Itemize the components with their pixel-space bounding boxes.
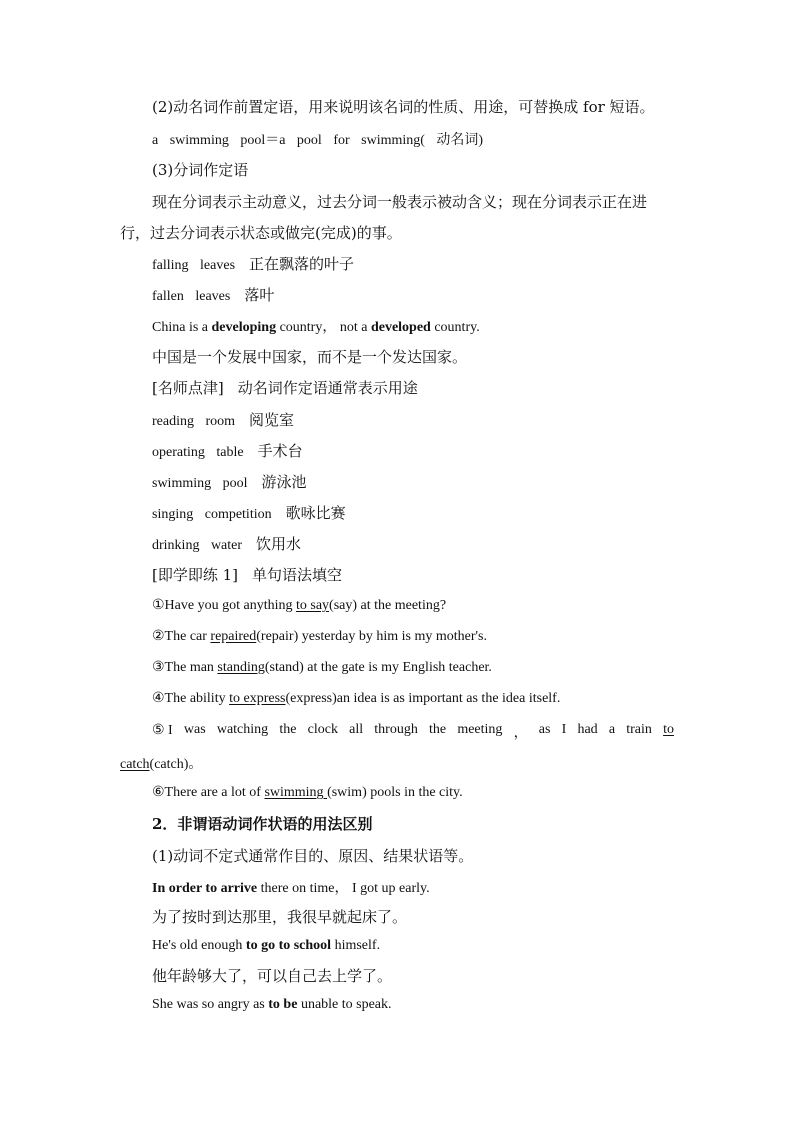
section-2-title: 2．非谓语动词作状语的用法区别 <box>152 815 373 833</box>
english-phrase: falling leaves <box>152 258 236 273</box>
text: unable to speak. <box>297 997 392 1012</box>
english-phrase: reading room <box>152 414 236 429</box>
example-old-enough <box>152 938 380 954</box>
answer-part1: to <box>663 722 674 737</box>
word: train <box>626 722 652 737</box>
text: himself. <box>331 938 381 953</box>
example-in-order-to-translation: 为了按时到达那里，我很早就起床了。 <box>152 908 408 926</box>
word: I <box>561 722 567 737</box>
question-3 <box>152 659 492 676</box>
word: was <box>183 722 206 737</box>
english-phrase: singing competition <box>152 507 272 522</box>
rule-participle-line2: 行，过去分词表示状态或做完(完成)的事。 <box>120 224 402 242</box>
question-5-line2 <box>120 753 202 773</box>
bold-phrase: In order to arrive <box>152 881 258 896</box>
exercise-title: 单句语法填空 <box>252 566 343 584</box>
text: (catch)。 <box>149 757 203 772</box>
example-falling-leaves <box>152 253 354 274</box>
example-swimming-pool: a swimming pool＝a pool for swimming( 动名词) <box>152 133 484 148</box>
tip-tag: [名师点津] <box>152 379 224 397</box>
english-phrase: swimming pool <box>152 476 248 491</box>
answer: repaired <box>210 629 257 644</box>
text: (repair) yesterday by him is my mother's. <box>256 629 488 644</box>
word: the <box>429 722 447 737</box>
answer: standing <box>217 660 265 675</box>
word: the <box>279 722 297 737</box>
exercise-tag: [即学即练 1] <box>152 566 239 584</box>
bold-phrase: to go to school <box>245 938 332 953</box>
text: (stand) at the gate is my English teacher. <box>264 660 492 675</box>
question-4 <box>152 690 560 707</box>
chinese-meaning: 饮用水 <box>256 535 302 553</box>
english-phrase: drinking water <box>152 538 243 553</box>
example-old-enough-translation: 他年龄够大了，可以自己去上学了。 <box>152 967 393 985</box>
example-so-angry <box>152 997 392 1013</box>
vocab-item <box>152 409 294 430</box>
text: country. <box>430 320 480 335</box>
word: as <box>538 722 551 737</box>
text: ④The ability <box>152 691 230 706</box>
english-phrase: operating table <box>152 445 244 460</box>
example-fallen-leaves <box>152 284 274 305</box>
chinese-meaning: 游泳池 <box>261 473 307 491</box>
rule-gerund-attributive: (2)动名词作前置定语，用来说明该名词的性质、用途，可替换成 for 短语。 <box>152 98 655 116</box>
text: ⑥There are a lot of <box>152 785 265 800</box>
word: clock <box>307 722 338 737</box>
word: ， <box>513 726 528 741</box>
example-china-translation: 中国是一个发展中国家，而不是一个发达国家。 <box>152 348 468 366</box>
question-1 <box>152 597 446 614</box>
chinese-meaning: 歌咏比赛 <box>285 504 346 522</box>
example-china-sentence <box>152 316 480 336</box>
word: a <box>608 722 616 737</box>
text: He's old enough <box>152 938 246 953</box>
text: China is a <box>152 320 212 335</box>
chinese-meaning: 手术台 <box>257 442 303 460</box>
text: (say) at the meeting? <box>329 598 447 613</box>
text: She was so angry as <box>152 997 269 1012</box>
vocab-item <box>152 533 301 554</box>
english-phrase: fallen leaves <box>152 289 231 304</box>
text: country， not a <box>276 320 371 335</box>
question-2 <box>152 628 487 645</box>
vocab-item <box>152 440 303 461</box>
word: meeting <box>457 722 503 737</box>
vocab-item <box>152 502 346 523</box>
chinese-meaning: 阅览室 <box>249 411 295 429</box>
question-5-line1 <box>152 722 674 742</box>
bold-developing: developing <box>211 320 277 335</box>
question-6 <box>152 784 463 801</box>
word: watching <box>216 722 269 737</box>
example-in-order-to <box>152 877 430 897</box>
bold-developed: developed <box>370 320 431 335</box>
bold-phrase: to be <box>268 997 298 1012</box>
word: through <box>374 722 418 737</box>
rule-infinitive-adverbial: (1)动词不定式通常作目的、原因、结果状语等。 <box>152 847 474 865</box>
chinese-meaning: 正在飘落的叶子 <box>249 255 355 273</box>
word: ⑤ I <box>152 723 173 738</box>
text: there on time， I got up early. <box>257 881 430 896</box>
word: all <box>349 722 364 737</box>
text: ③The man <box>152 660 218 675</box>
answer: swimming <box>264 785 328 800</box>
exercise-header <box>152 564 342 585</box>
answer: to express <box>229 691 286 706</box>
text: (swim) pools in the city. <box>327 785 463 800</box>
heading-participle-attributive: (3)分词作定语 <box>152 161 249 179</box>
text: ②The car <box>152 629 211 644</box>
tip-text: 动名词作定语通常表示用途 <box>237 379 418 397</box>
text: (express)an idea is as important as the idea itself. <box>285 691 561 706</box>
chinese-meaning: 落叶 <box>244 286 275 304</box>
tip-line <box>152 377 418 398</box>
rule-participle-line1: 现在分词表示主动意义，过去分词一般表示被动含义；现在分词表示正在进 <box>152 193 648 211</box>
answer-part2: catch <box>120 757 150 772</box>
word: had <box>577 722 598 737</box>
answer: to say <box>295 598 330 613</box>
vocab-item <box>152 471 307 492</box>
text: ①Have you got anything <box>152 598 296 613</box>
